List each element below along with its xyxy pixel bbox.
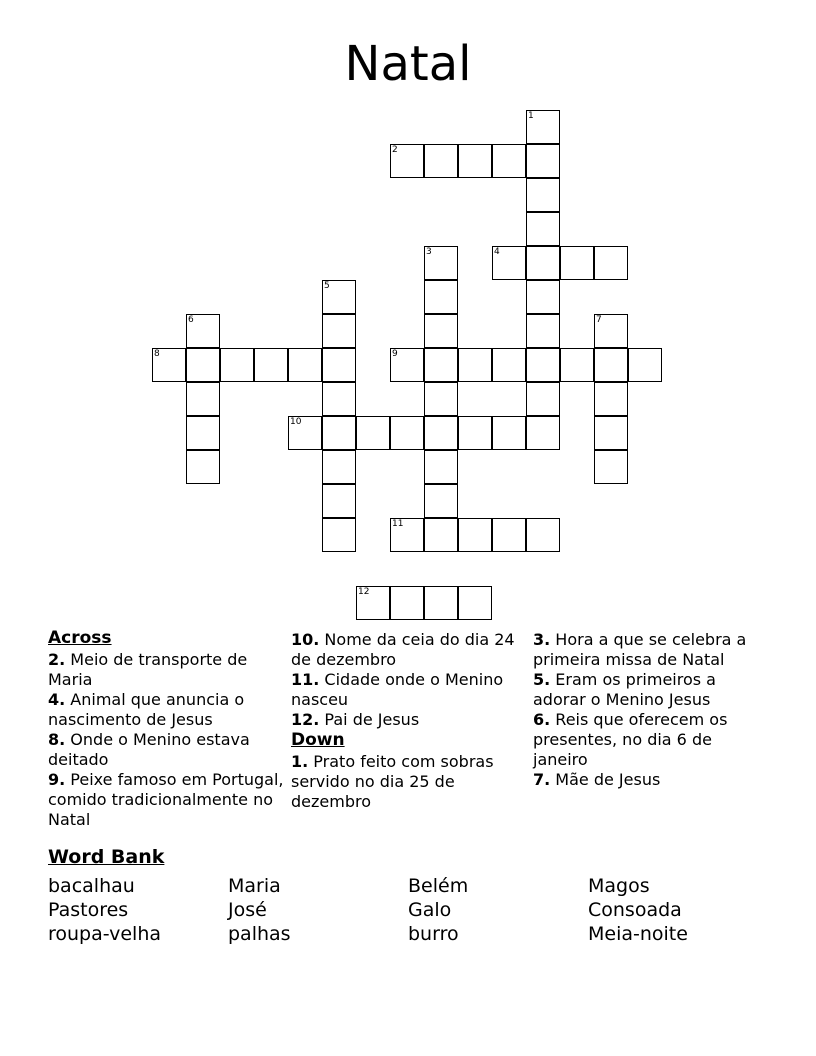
clue-number: 4 (494, 247, 500, 257)
crossword-cell[interactable] (458, 518, 492, 552)
crossword-cell[interactable] (560, 246, 594, 280)
crossword-cell[interactable] (492, 246, 526, 280)
crossword-cell[interactable] (322, 450, 356, 484)
crossword-cell[interactable] (458, 144, 492, 178)
clue-number: 2 (392, 145, 398, 155)
word-bank-item: burro (408, 923, 459, 945)
crossword-cell[interactable] (254, 348, 288, 382)
crossword-cell[interactable] (594, 348, 628, 382)
clue-number: 3 (426, 247, 432, 257)
puzzle-title: Natal (344, 36, 472, 92)
crossword-cell[interactable] (594, 246, 628, 280)
crossword-cell[interactable] (322, 382, 356, 416)
word-bank-column-1 (48, 874, 161, 946)
clue-across-12: 12. Pai de Jesus (291, 710, 420, 729)
crossword-cell[interactable] (526, 382, 560, 416)
crossword-cell[interactable] (492, 348, 526, 382)
clue-across-4: 4. Animal que anuncia o nascimento de Jesus (48, 690, 245, 729)
word-bank-item: José (228, 899, 267, 921)
crossword-cell[interactable] (628, 348, 662, 382)
crossword-cell[interactable] (492, 518, 526, 552)
clue-across-10: 10. Nome da ceia do dia 24 de dezembro (291, 630, 515, 669)
clue-number: 12 (358, 587, 370, 597)
word-bank-item: roupa-velha (48, 923, 162, 945)
crossword-cell[interactable] (322, 280, 356, 314)
crossword-cell[interactable] (594, 382, 628, 416)
crossword-cell[interactable] (526, 518, 560, 552)
word-bank-item: Belém (408, 875, 469, 897)
crossword-cell[interactable] (526, 246, 560, 280)
crossword-cell[interactable] (594, 416, 628, 450)
word-bank-item: Maria (228, 875, 281, 897)
crossword-cell[interactable] (356, 416, 390, 450)
word-bank-column-2 (228, 874, 291, 946)
crossword-cell[interactable] (424, 382, 458, 416)
clue-down-3: 3. Hora a que se celebra a primeira missa de Natal (533, 630, 747, 669)
clues-column-1 (48, 628, 288, 830)
crossword-cell[interactable] (186, 314, 220, 348)
crossword-cell[interactable] (424, 586, 458, 620)
crossword-cell[interactable] (186, 382, 220, 416)
crossword-cell[interactable] (594, 450, 628, 484)
crossword-cell[interactable] (526, 144, 560, 178)
crossword-cell[interactable] (186, 348, 220, 382)
clue-number: 9 (392, 349, 398, 359)
down-heading: Down (291, 730, 345, 750)
crossword-cell[interactable] (390, 144, 424, 178)
word-bank-heading: Word Bank (48, 846, 165, 868)
word-bank-column-4 (588, 874, 688, 946)
crossword-cell[interactable] (424, 348, 458, 382)
crossword-cell[interactable] (390, 348, 424, 382)
word-bank-column-3 (408, 874, 468, 946)
across-heading: Across (48, 628, 112, 648)
crossword-cell[interactable] (288, 416, 322, 450)
crossword-cell[interactable] (492, 144, 526, 178)
word-bank-item: Galo (408, 899, 452, 921)
clues-column-2 (291, 630, 517, 812)
clue-down-1: 1. Prato feito com sobras servido no dia 25 de dezembro (291, 752, 494, 811)
crossword-cell[interactable] (424, 484, 458, 518)
clue-down-6: 6. Reis que oferecem os presentes, no dia 6 de janeiro (533, 710, 728, 769)
clue-number: 8 (154, 349, 160, 359)
crossword-cell[interactable] (424, 450, 458, 484)
word-bank-item: Pastores (48, 899, 129, 921)
crossword-cell[interactable] (220, 348, 254, 382)
crossword-cell[interactable] (424, 280, 458, 314)
crossword-cell[interactable] (458, 416, 492, 450)
crossword-cell[interactable] (424, 314, 458, 348)
clue-number: 11 (392, 519, 404, 529)
crossword-cell[interactable] (458, 586, 492, 620)
crossword-cell[interactable] (526, 416, 560, 450)
clue-number: 1 (528, 111, 534, 121)
crossword-cell[interactable] (186, 450, 220, 484)
clue-number: 5 (324, 281, 330, 291)
crossword-cell[interactable] (526, 280, 560, 314)
crossword-cell[interactable] (424, 416, 458, 450)
crossword-cell[interactable] (356, 586, 390, 620)
crossword-cell[interactable] (152, 348, 186, 382)
crossword-cell[interactable] (288, 348, 322, 382)
crossword-cell[interactable] (594, 314, 628, 348)
word-bank-item: bacalhau (48, 875, 135, 897)
clue-across-9: 9. Peixe famoso em Portugal, comido tradicionalmente no Natal (48, 770, 284, 829)
crossword-cell[interactable] (322, 484, 356, 518)
crossword-cell[interactable] (390, 416, 424, 450)
crossword-cell[interactable] (458, 348, 492, 382)
crossword-cell[interactable] (424, 246, 458, 280)
clue-down-5: 5. Eram os primeiros a adorar o Menino Jesus (533, 670, 716, 709)
crossword-cell[interactable] (492, 416, 526, 450)
crossword-cell[interactable] (322, 416, 356, 450)
crossword-cell[interactable] (526, 110, 560, 144)
crossword-cell[interactable] (322, 348, 356, 382)
crossword-cell[interactable] (526, 348, 560, 382)
crossword-cell[interactable] (186, 416, 220, 450)
clue-number: 6 (188, 315, 194, 325)
word-bank-item: Meia-noite (588, 923, 688, 945)
crossword-cell[interactable] (526, 212, 560, 246)
crossword-cell[interactable] (322, 518, 356, 552)
crossword-cell[interactable] (424, 518, 458, 552)
word-bank-item: palhas (228, 923, 291, 945)
crossword-cell[interactable] (322, 314, 356, 348)
clues-column-3 (533, 630, 769, 790)
clue-across-2: 2. Meio de transporte de Maria (48, 650, 248, 689)
crossword-cell[interactable] (526, 178, 560, 212)
crossword-cell[interactable] (424, 144, 458, 178)
clue-number: 7 (596, 315, 602, 325)
word-bank-item: Consoada (588, 899, 682, 921)
clue-across-11: 11. Cidade onde o Menino nasceu (291, 670, 504, 709)
clue-number: 10 (290, 417, 302, 427)
clue-down-7: 7. Mãe de Jesus (533, 770, 661, 789)
crossword-cell[interactable] (526, 314, 560, 348)
crossword-cell[interactable] (390, 518, 424, 552)
clue-across-8: 8. Onde o Menino estava deitado (48, 730, 250, 769)
word-bank-item: Magos (588, 875, 650, 897)
crossword-cell[interactable] (560, 348, 594, 382)
crossword-cell[interactable] (390, 586, 424, 620)
